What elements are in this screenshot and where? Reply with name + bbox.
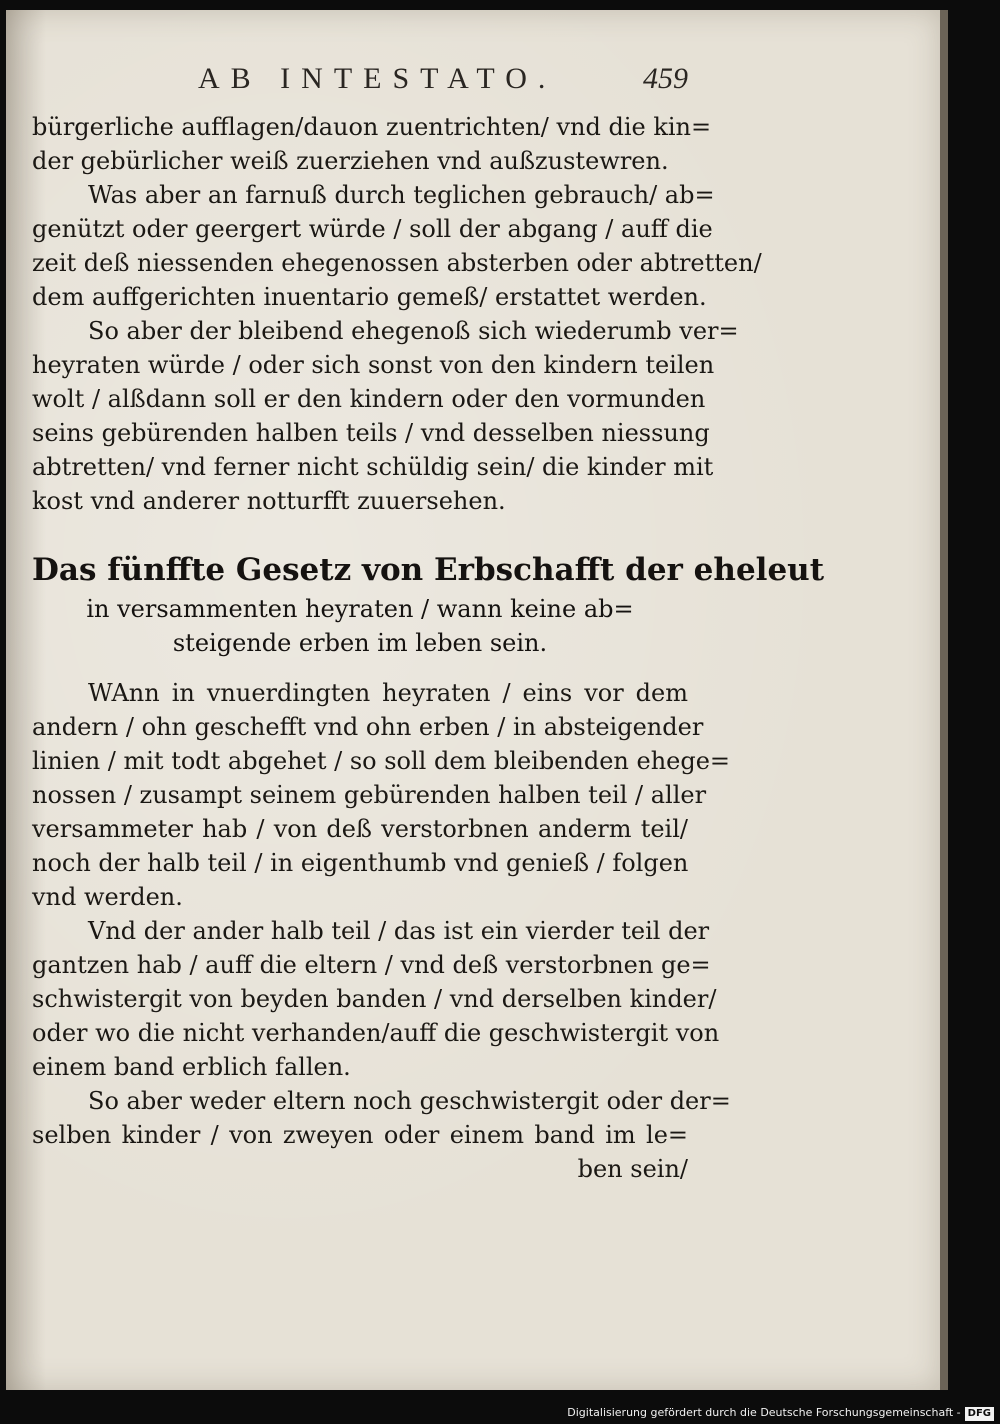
text-line: genützt oder geergert würde / soll der abgang / auff die — [32, 215, 713, 243]
heading-subtitle-line-2: steigende erben im leben sein. — [172, 629, 548, 657]
page-number: 459 — [643, 62, 688, 95]
paragraph-2 — [32, 178, 762, 314]
paragraph-5 — [32, 914, 720, 1084]
text-line: oder wo die nicht verhanden/auff die geschwistergit von — [32, 1019, 720, 1047]
text-line: zeit deß niessenden ehegenossen absterben oder abtretten/ — [32, 249, 762, 277]
text-line: kost vnd anderer notturfft zuuersehen. — [32, 487, 506, 515]
text-line: So aber der bleibend ehegenoß sich wiederumb ver= — [88, 317, 739, 345]
paragraph-1 — [32, 110, 712, 178]
text-line: linien / mit todt abgehet / so soll dem bleibenden ehege= — [32, 747, 731, 775]
text-line: wolt / alßdann soll er den kindern oder den vormunden — [32, 385, 706, 413]
text-line: einem band erblich fallen. — [32, 1053, 351, 1081]
text-line: WAnn in vnuerdingten heyraten / eins vor dem — [88, 679, 688, 707]
digitization-credit — [567, 1404, 994, 1422]
text-line: heyraten würde / oder sich sonst von den kindern teilen — [32, 351, 715, 379]
text-line: andern / ohn geschefft vnd ohn erben / in absteigender — [32, 713, 704, 741]
text-line: der gebürlicher weiß zuerziehen vnd außzustewren. — [32, 147, 669, 175]
section-heading — [32, 548, 825, 660]
paragraph-3 — [32, 314, 739, 518]
text-line: Vnd der ander halb teil / das ist ein vierder teil der — [88, 917, 710, 945]
text-line: noch der halb teil / in eigenthumb vnd genieß / folgen — [32, 849, 689, 877]
text-line: So aber weder eltern noch geschwistergit oder der= — [88, 1087, 731, 1115]
text-line: dem auffgerichten inuentario gemeß/ erstattet werden. — [32, 283, 707, 311]
text-line: abtretten/ vnd ferner nicht schüldig sein/ die kinder mit — [32, 453, 714, 481]
running-head — [198, 62, 688, 102]
text-line: seins gebürenden halben teils / vnd desselben niessung — [32, 419, 710, 447]
text-line: gantzen hab / auff die eltern / vnd deß verstorbnen ge= — [32, 951, 711, 979]
text-line: selben kinder / von zweyen oder einem band im le= — [32, 1121, 688, 1149]
credit-text: Digitalisierung gefördert durch die Deutsche Forschungsgemeinschaft - — [567, 1406, 961, 1419]
text-line: bürgerliche aufflagen/dauon zuentrichten/ vnd die kin= — [32, 113, 712, 141]
heading-subtitle-line-1: in versammenten heyraten / wann keine ab= — [86, 595, 634, 623]
paragraph-4 — [32, 676, 731, 914]
text-line: nossen / zusampt seinem gebürenden halben teil / aller — [32, 781, 707, 809]
text-line: versammeter hab / von deß verstorbnen anderm teil/ — [32, 815, 688, 843]
heading-title: Das fünffte Gesetz von Erbschafft der eheleut — [32, 552, 825, 588]
text-line: vnd werden. — [32, 883, 183, 911]
page-edge — [940, 10, 948, 1390]
running-head-title: AB INTESTATO. — [198, 62, 557, 95]
text-line: Was aber an farnuß durch teglichen gebrauch/ ab= — [88, 181, 715, 209]
catchword: ben sein/ — [577, 1155, 688, 1183]
dfg-logo: DFG — [965, 1407, 994, 1421]
text-line: schwistergit von beyden banden / vnd derselben kinder/ — [32, 985, 717, 1013]
paragraph-6 — [32, 1084, 731, 1186]
